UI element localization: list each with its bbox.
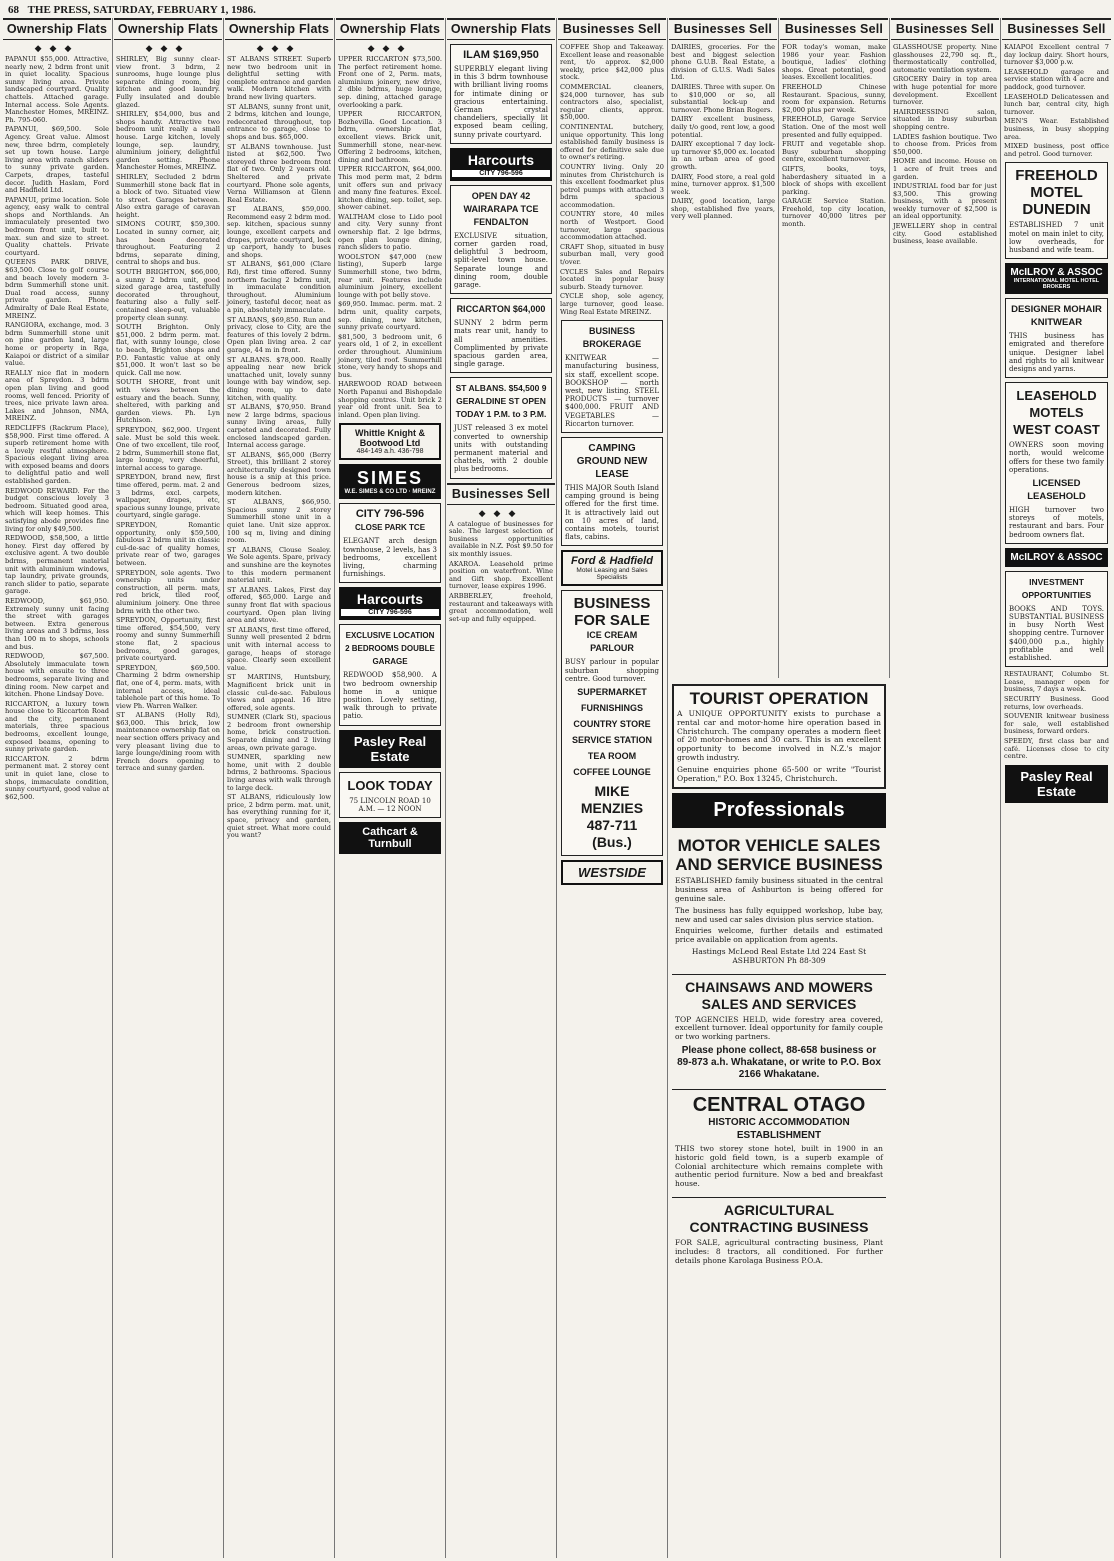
column-heading: Businesses Sell xyxy=(558,18,666,40)
ad-list xyxy=(336,56,444,419)
ad-reply: Genuine enquiries phone 65-500 or write "Tourist Operation," P.O. Box 13245, Christchurch. xyxy=(677,764,881,783)
chainsaws-ad xyxy=(672,974,886,1085)
classified-ad: DAIRIES, groceries. For the best and biggest selection phone G.U.B. Real Estate, a division of G.U.S. Wadi Sales Ltd. xyxy=(671,43,775,82)
classified-ad: RICCARTON. 2 bdrm permanent mat. 2 storey cent unit in quiet lane, close to shops, immaculate condition, sunny courtyard, good value at $62,500. xyxy=(5,754,109,801)
ad-subtitle: TEA ROOM xyxy=(587,751,637,762)
brokerage-ad xyxy=(561,320,663,433)
city-ad xyxy=(339,503,441,583)
classified-ad: SOUTH SHORE, front unit with views between the estuary and the beach. Sunny, sheltered, with parking and garden views. Ph. Lyn Hutchison. xyxy=(116,378,220,425)
ad-text: SUPERBLY elegant living in this 3 bdrm townhouse with brilliant living rooms for intimate dining or gracious entertaining. German crystal chandeliers, specially lit exposed beam ceiling, sunny private courtyard. xyxy=(454,65,548,139)
classified-ad: CYCLES Sales and Repairs located in popular busy suburb. Steady turnover. xyxy=(560,267,664,291)
pasley-logo: Pasley Real Estate xyxy=(1005,765,1108,803)
ad-title: LOOK TODAY xyxy=(347,777,433,793)
agent-address: Hastings McLeod Real Estate Ltd 224 East St ASHBURTON Ph 88-309 xyxy=(691,946,867,965)
ad-list xyxy=(1002,671,1111,761)
ad-subtitle: SERVICE STATION xyxy=(571,735,652,746)
ad-list xyxy=(447,521,555,624)
ad-title: BUSINESS FOR SALE xyxy=(573,595,651,630)
logo-text: SIMES xyxy=(356,468,423,489)
page-number: 68 xyxy=(8,4,19,16)
column-businesses-sell-2 xyxy=(669,18,777,678)
ad-text: FOR SALE, agricultural contracting business, Plant includes: 8 tractors, all conditioned. For further details phone Karolaga Business P.O.A. xyxy=(675,1237,883,1265)
classified-ad: UPPER RICCARTON $73,500. The perfect retirement home. Front one of 2, Perm. mats, aluminium joinery, new drive, 2 dble bdrms, huge lounge, sep. dining, attached garage overlooking a park. xyxy=(338,55,442,109)
classified-ad: SPREYDON, Opportunity, first time offered, $54,500, very roomy and sunny Summerhill stone flat, 2 spacious bedrooms, good garages, private courtyard. xyxy=(116,616,220,663)
column-businesses-sell-4 xyxy=(891,18,999,1558)
classified-ad: $81,500, 3 bedroom unit, 6 years old, 1 of 2, in excellent order throughout. Aluminium joinery, tiled roof. Summerhill stone, very handy to shops and bus. xyxy=(338,332,442,379)
classified-ad: CONTINENTAL butchery, unique opportunity. This long established family business is offered for definitive sale due to owner's retiring. xyxy=(560,122,664,162)
investment-ad xyxy=(1005,571,1108,667)
logo-text: Ford & Hadfield xyxy=(571,555,653,568)
ad-title: CENTRAL OTAGO xyxy=(692,1093,866,1116)
classified-ad: ST ALBANS, $70,950. Brand new 2 large bdrms, spacious sunny living areas, fully carpeted and decorated. Fully enclosed landscaped garden. Internal access garage. xyxy=(227,403,331,450)
classified-ad: LEASEHOLD Delicatessen and lunch bar, central city, high turnover. xyxy=(1004,92,1109,116)
ad-title: ST ALBANS. $54,500 9 GERALDINE ST OPEN TODAY 1 P.M. to 3 P.M. xyxy=(455,383,547,420)
column-heading: Ownership Flats xyxy=(336,18,444,40)
classified-ad: COFFEE Shop and Takeaway. Excellent lease and reasonable rent, t/o approx. $2,000 weekly, price $42,000 plus stock. xyxy=(560,43,664,82)
column-rule xyxy=(1000,18,1001,1558)
classified-ad: GLASSHOUSE property. Nine glasshouses 22,790 sq. ft., thermostatically controlled, automatic ventilation system. xyxy=(893,43,997,74)
classified-ad: CRAFT Shop, situated in busy suburban mall, very good t/over. xyxy=(560,242,664,267)
classified-ad: RESTAURANT, Columbo St. Lease, manager open for business, 7 days a week. xyxy=(1004,670,1109,694)
professionals-logo: Professionals xyxy=(672,793,886,828)
classified-ad: JEWELLERY shop in central city. Good established business, lease available. xyxy=(893,222,997,246)
ad-title: INVESTMENT OPPORTUNITIES xyxy=(1021,576,1092,600)
classified-ad: REDWOOD, $58,500, a little honey. First day offered by exclusive agent. A two double bdrms, permanent material unit with aluminium windows, tap laundry, private grounds, ranch slider to patio, separate garage. xyxy=(5,534,109,596)
classified-ad: AKAROA. Leasehold prime position on waterfront. Wine and Gift shop. Excellent turnover, lease expires 1996. xyxy=(449,559,553,591)
classified-ad: MIXED business, post office and petrol. Good turnover. xyxy=(1004,142,1109,158)
column-businesses-sell-1 xyxy=(558,18,666,1558)
ad-text: KNITWEAR — manufacturing business, six staff, excellent scope. BOOKSHOP — north west, new listing. STEEL PRODUCTS — turnover $400,000. FRUIT AND VEGETABLES — Riccarton turnover. xyxy=(565,354,659,428)
ad-text: A UNIQUE OPPORTUNITY exists to purchase a rental car and motor-home hire operation based in Christchurch. The company operates a modern fleet of 20 motor-homes and 30 cars. This is an excellent opportunity to become involved in N.Z.'s major growth industry. xyxy=(677,709,881,762)
classified-ad: WOOLSTON $47,000 (new listing), Superb large Summerhill stone, two bdrm, rear unit. Features include aluminium joinery, excellent lounge with pot belly stove. xyxy=(338,252,442,299)
ad-subtitle: ICE CREAM PARLOUR xyxy=(586,630,638,654)
classified-ad: DAIRY excellent business, daily t/o good, rent low, a good potential. xyxy=(671,115,775,139)
classified-ad: GROCERY Dairy in top area with huge potential for more development. Excellent turnover. xyxy=(893,75,997,107)
knitwear-ad xyxy=(1005,298,1108,378)
ad-list xyxy=(558,44,666,316)
column-ownership-flats-3 xyxy=(225,18,333,1558)
central-otago-ad xyxy=(672,1089,886,1193)
diamond-divider: ◆◆◆ xyxy=(256,44,302,54)
classified-ad: LEASEHOLD garage and service station with 4 acre and paddock, good turnover. xyxy=(1004,67,1109,91)
column-businesses-sell-3 xyxy=(780,18,888,678)
classified-ad: MEN'S Wear. Established business, in busy shopping area. xyxy=(1004,117,1109,141)
whittle-knight-logo xyxy=(339,423,441,460)
column-rule xyxy=(334,18,335,1558)
classified-ad: REDWOOD, $67,500. Absolutely immaculate town house with ensuite to three bedrooms, separate living and dining room. New carpet and kitchen. Phone Lindsay Dove. xyxy=(5,652,109,699)
classified-ad: SPREYDON, $62,900. Urgent sale. Must be sold this week. One of two excellent, tile roof, 2 bdrm, Summerhill stone flat, large lounge, very cheerful, internal access to garage. xyxy=(116,425,220,472)
mcilroy-logo: McILROY & ASSOC xyxy=(1005,548,1108,567)
classified-ad: ST ALBANS, ridiculously low price, 2 bdrm perm. mat. unit, has everything running for it, space, privacy and garden, quiet street. What more could you want? xyxy=(227,793,331,840)
ad-text: JUST released 3 ex motel converted to ownership units with outstanding permanent material and chattels, with 2 double plus bedrooms. xyxy=(454,424,548,474)
ad-text: BOOKS AND TOYS. SUBSTANTIAL BUSINESS in busy North West shopping centre. Turnover $400,000 p.a., highly profitable and well established. xyxy=(1009,604,1104,662)
masthead xyxy=(8,4,388,18)
ad-subtitle: COUNTRY STORE xyxy=(573,719,651,730)
classified-ad: SPEEDY, first class bar and café. Licenses close to city centre. xyxy=(1004,736,1109,761)
classified-ad: ST ALBANS STREET. Superb new two bedroom unit in delightful setting with complete entrance and garden walk. Modern kitchen with brand new living quarters. xyxy=(227,55,331,101)
ad-text: THIS two storey stone hotel, built in 1900 in an historic gold field town, is a superb example of Colonial architecture which remains complete with authentic period furniture. Now a bed and breakfast house. xyxy=(675,1143,883,1189)
logo-sub: INTERNATIONAL MOTEL HOTEL BROKERS xyxy=(1013,278,1100,291)
ad-list xyxy=(1002,44,1111,158)
ad-title: CITY 796-596 xyxy=(355,508,425,521)
westside-logo: WESTSIDE xyxy=(561,860,663,885)
classified-ad: SOUTH Brighton. Only $51,000. 2 bdrm perm. mat. flat, with sunny lounge, close to beach, Brighton shops and P.O. Fantastic value at only $51,000. It won't last so be quick. Call me now. xyxy=(116,323,220,377)
logo-sub: W.E. SIMES & CO LTD · MREINZ xyxy=(344,489,436,496)
ad-text: The business has fully equipped workshop, lube bay, new and used car sales division plus service station. xyxy=(675,905,883,924)
classified-ad: CYCLE shop, sole agency, large turnover, good lease. Wing Real Estate MREINZ. xyxy=(560,292,664,316)
ad-title: LEASEHOLD MOTELS WEST COAST xyxy=(1013,388,1100,438)
ad-list xyxy=(780,44,888,229)
classified-ad: SOUTH BRIGHTON, $66,000, a sunny 2 bdrm unit, good sized garage area, tastefully decorated throughout, featuring also a fully self-contained sleep-out, valuable property clean sunny. xyxy=(116,268,220,322)
business-for-sale-ad xyxy=(561,590,663,856)
motor-vehicle-ad xyxy=(672,832,886,969)
ad-subtitle: FURNISHINGS xyxy=(580,703,643,714)
classified-ad: SOUVENIR knitwear business for sale, well established business, forward orders. xyxy=(1004,712,1109,736)
column-ownership-flats-2 xyxy=(114,18,222,1558)
classified-ad: PAPANUI $55,000. Attractive, nearly new, 2 bdrm front unit in quiet locality. Spacious sunny living area. Private landscaped courtyard. Quality chattels. Attached garage. Internal access. Sole Agents. Manchester Homes, MREINZ. Ph. 795-060. xyxy=(5,55,109,124)
classified-ad: FOR today's woman, make 1986 your year. Fashion boutique, ladies' clothing shops. Great potential, good leases. Excellent localities. xyxy=(782,43,886,82)
classified-ad: ST ALBANS, $61,000 (Clare Rd), first time offered. Sunny northern facing 2 bdrm unit, in immaculate condition throughout. Aluminium joinery, tasteful decor, neat as a pin, absolutely immaculate. xyxy=(227,260,331,314)
ad-subtitle: CLOSE PARK TCE xyxy=(354,523,426,533)
classified-ad: DAIRY exceptional 7 day lock-up turnover $5,000 ex. located in an urban area of good growth. xyxy=(671,140,775,171)
exclusive-location-ad xyxy=(339,624,441,725)
classified-ad: REALLY nice flat in modern area of Spreydon. 3 bdrm open plan living and good rooms, well fenced. Priority of trees, nice private lawn area. Lakes and Johnson, NMA, MREINZ. xyxy=(5,368,109,423)
logo-text: Harcourts xyxy=(356,591,424,608)
column-rule xyxy=(445,18,446,1558)
classified-ad: SUMNER (Clark St), spacious 2 bedroom front ownership home, brick construction. Separate dining and 2 living areas, own private garage. xyxy=(227,713,331,752)
classified-ad: SPREYDON, $69,500. Charming 2 bdrm ownership flat, one of 4, perm. mats, with internal access, ideal tablehole part of this home. To view Ph. Warren Walker. xyxy=(116,663,220,710)
ad-title: RICCARTON $64,000 xyxy=(456,304,546,315)
classified-ad: SPREYDON, sole agents. Two ownership units under construction, all perm. mats, red brick, tiled roof, aluminium joinery. One three bdrm with the other two. xyxy=(116,568,220,615)
ad-title: CAMPING GROUND NEW LEASE xyxy=(576,443,648,481)
column-heading: Ownership Flats xyxy=(225,18,333,40)
classified-ad: SECURITY Business. Good returns, low overheads. xyxy=(1004,694,1109,711)
classified-ad: SPREYDON, brand new, first time offered, perm. mat. 2 and 3 bdrms, excl. carpets, wallpaper, drapes, etc, spacious sunny lounge, private courtyard, single garage. xyxy=(116,473,220,520)
cathcart-turnbull-logo: Cathcart & Turnbull xyxy=(339,822,441,854)
classified-ad: ST ALBANS, $66,950. Spacious sunny 2 storey Summerhill stone unit in a quiet lane. Unit size approx. 100 sq m, living and dining room. xyxy=(227,498,331,545)
classified-ad: REDCLIFFS (Rackrum Place), $58,900. First time offered. A superb retirement home with a lovely restful atmosphere. Spacious elegant living area with exposed beams and doors to delightful patio and well established garden. xyxy=(5,423,109,486)
classified-ad: PAPANUI, prime location. Sole agency, easy walk to central shops and Northlands. An immaculately presented two bedroom front unit, built to max. sun and size to street. Quality chattels. Private courtyard. xyxy=(5,195,109,257)
look-today-ad xyxy=(339,772,441,818)
logo-text: Whittle Knight & Bootwood Ltd xyxy=(355,428,425,449)
diamond-divider: ◆◆◆ xyxy=(145,44,191,54)
classified-ad: ARBBERLEY, freehold, restaurant and takeaways with great accommodation, well set-up and fully equipped. xyxy=(449,592,553,623)
section-heading-businesses-sell: Businesses Sell xyxy=(447,483,555,505)
ad-text: ELEGANT arch design townhouse, 2 levels, has 3 bedrooms, excellent living, charming furnishings. xyxy=(343,537,437,579)
classified-ad: GARAGE Service Station. Freehold, top city location, turnover 40,000 litres per month. xyxy=(782,197,886,229)
column-rule xyxy=(556,18,557,1558)
classified-ad: REDWOOD REWARD. For the budget conscious lovely 3 bedroom. Situated good area, which will keep homes. This satisfying abode provides fine living for only $49,500. xyxy=(5,486,109,533)
paper-title: THE PRESS, SATURDAY, FEBRUARY 1, 1986. xyxy=(27,4,256,16)
classified-ad: HAIRDRESSING salon, situated in busy suburban shopping centre. xyxy=(893,107,997,131)
classified-ad: INDUSTRIAL food bar for just $3,500. This growing business, with a present weekly turnover of $2,500 is an ideal opportunity. xyxy=(893,182,997,221)
column-heading: Businesses Sell xyxy=(1002,18,1111,40)
leasehold-motels-ad xyxy=(1005,382,1108,544)
st-albans-open-ad xyxy=(450,377,552,478)
column-rule xyxy=(778,18,779,678)
classified-ad: LADIES fashion boutique. Two to choose from. Prices from $50,000. xyxy=(893,132,997,156)
column-heading: Ownership Flats xyxy=(3,18,111,40)
classified-ad: FREEHOLD, Garage Service Station. One of the most well presented and fully equipped. xyxy=(782,115,886,139)
classified-ad: FREEHOLD Chinese Restaurant. Spacious, sunny, room for expansion. Returns $2,000 plus per week. xyxy=(782,82,886,114)
ad-title: AGRICULTURAL CONTRACTING BUSINESS xyxy=(689,1201,869,1235)
classified-ad: ST ALBANS, first time offered, Sunny well presented 2 bdrm unit with internal access to garage, heaps of storage space. Clearly seen excellent value. xyxy=(227,625,331,672)
ad-title: DESIGNER MOHAIR KNITWEAR xyxy=(1011,304,1102,329)
column-heading: Businesses Sell xyxy=(669,18,777,40)
ad-text: OWNERS soon moving north, would welcome offers for these two family operations. xyxy=(1009,441,1104,474)
logo-text: McILROY & ASSOC xyxy=(1010,267,1103,279)
ad-list xyxy=(891,44,999,246)
ad-list xyxy=(669,44,777,221)
ad-title: MOTOR VEHICLE SALES AND SERVICE BUSINESS xyxy=(675,836,883,875)
column-heading: Ownership Flats xyxy=(447,18,555,40)
classified-ad: SUMNER, sparkling new home, unit with 2 double bdrms, 2 bathrooms. Spacious living areas with walk through to large deck. xyxy=(227,753,331,792)
ad-list xyxy=(3,56,111,801)
open-day-ad xyxy=(450,185,552,294)
ad-title: CHAINSAWS AND MOWERS SALES AND SERVICES xyxy=(685,978,873,1012)
mcilroy-logo xyxy=(1005,263,1108,294)
agent-name: MIKE MENZIES xyxy=(580,783,644,817)
classified-ad: UPPER RICCARTON, Bozhevilla. Good Location. 3 bdrm, ownership flat, excellent views. Brick unit, Summerhill stone, near-new. Offering 2 bedrooms, kitchen, dining and bathroom. xyxy=(338,110,442,164)
ad-text: SUNNY 2 bdrm perm mats rear unit, handy to all amenities. Complimented by private spacious garden area, single garage. xyxy=(454,319,548,369)
harcourts-logo xyxy=(339,587,441,620)
column-heading: Ownership Flats xyxy=(114,18,222,40)
ad-list xyxy=(225,56,333,840)
column-ownership-flats-1 xyxy=(3,18,111,1558)
ad-text: 75 LINCOLN ROAD 10 A.M. — 12 NOON xyxy=(349,796,431,813)
logo-text: Harcourts xyxy=(467,151,535,168)
ad-text: THIS business has emigrated and therefore unique. Designer label and rights to all knitwear designs and yarns. xyxy=(1009,332,1104,373)
classified-ad: DAIRIES. Three with super. On to $10,000 or so, all substantial lock-up and turnover. Phone Brian Rogers. xyxy=(671,82,775,114)
freehold-motel-ad xyxy=(1005,162,1108,259)
column-rule xyxy=(889,18,890,678)
classified-ad: ST ALBANS. Lakes, First day offered, $65,000. Large and sunny front flat with spacious courtyard. Open plan living area and stove. xyxy=(227,585,331,625)
ad-title: OPEN DAY 42 WAIRARAPA TCE FENDALTON xyxy=(463,190,539,227)
ad-text: ESTABLISHED family business situated in the central business area of Ashburton is being offered for genuine sale. xyxy=(675,876,883,903)
classified-ad: HOME and income. House on 1 acre of fruit trees and garden. xyxy=(893,157,997,181)
ilam-ad xyxy=(450,44,552,144)
classified-ad: A catalogue of businesses for sale. The largest selection of business opportunities available in N.Z. Post $9.50 for six monthly issues. xyxy=(449,519,553,559)
classified-ad: ST ALBANS, $69,850. Run and privacy, close to City, are the features of this lovely 2 bdrm. Open plan living area. 2 car garage, 44 m in front. xyxy=(227,315,331,354)
ad-title: TOURIST OPERATION xyxy=(689,689,869,708)
column-ownership-flats-4 xyxy=(336,18,444,1558)
agricultural-ad xyxy=(672,1197,886,1269)
classified-ad: ST ALBANS, sunny front unit, 2 bdrms, kitchen and lounge, redecorated throughout, top entrance to garage, close to shops and bus. $65,000. xyxy=(227,102,331,141)
classified-ad: PAPANUI, $69,500. Sole Agency. Great value. Almost new, three bdrm, completely set up town house. Large living area with ranch sliders to sunny private garden. Carpets, drapes, tasteful decor. Judith Haslam, Ford and Hadfield Ltd. xyxy=(5,125,109,195)
classified-ad: RICCARTON, a luxury town house close to Riccarton Road and the city, permanent materials, three spacious bedrooms, excellent lounge, exposed beams, opening to sunny private garden. xyxy=(5,699,109,754)
ford-hadfield-logo xyxy=(561,550,663,586)
ad-subtitle: HISTORIC ACCOMMODATION ESTABLISHMENT xyxy=(708,1116,850,1141)
classified-ad: ST ALBANS, $59,000. Recommend easy 2 bdrm mod. sep. kitchen, spacious sunny lounge, excellent carpets and drapes, private courtyard, lock up carport, handy to buses and shops. xyxy=(227,205,331,259)
ad-subtitle: COFFEE LOUNGE xyxy=(573,767,651,778)
ad-title: ILAM $169,950 xyxy=(463,49,539,61)
classified-ad: GIFTS, books, toys, haberdashery situated in a block of shops with excellent parking. xyxy=(782,164,886,196)
classified-ad: QUEENS PARK DRIVE, $63,500. Close to golf course and beach lovely modern 3-bdrm Summerhill stone unit. Dual road access, sunny private garden. Phone Admiralty of Dale Real Estate, MREINZ. xyxy=(5,258,109,320)
diamond-divider: ◆◆◆ xyxy=(34,44,80,54)
classified-ad: HAREWOOD ROAD between North Papanui and Bishopdale shopping centres. Unit brick 2 year old front unit. Sea to inland. Open plan living. xyxy=(338,380,442,419)
classified-ad: COUNTRY living. Only 20 minutes from Christchurch is this excellent foodmarket plus petrol pumps with attached 3 bdrm spacious accommodation. xyxy=(560,162,664,209)
classified-ad: WALTHAM close to Lido pool and city. Very sunny front ownership flat. 2 lge bdrms, open plan lounge dining, ranch sliders to patio. xyxy=(338,212,442,252)
classified-ad: $69,950. Immac. perm. mat. 2 bdrm unit, quality carpets, sep. dining, new kitchen, sunny private courtyard. xyxy=(338,300,442,332)
ad-subtitle: LICENSED LEASEHOLD xyxy=(1027,477,1086,502)
classified-ad: SHIRLEY, Secluded 2 bdrm Summerhill stone back flat in a block of two. Situated view to street. Garages between. Also extra garage of caravan height. xyxy=(116,172,220,219)
classified-ad: DAIRY, Food store, a real gold mine, turnover approx. $1,500 week. xyxy=(671,172,775,196)
classified-ad: DAIRY, good location, large shop, established five years, very well planned. xyxy=(671,197,775,221)
riccarton-ad xyxy=(450,298,552,373)
ad-subtitle: SUPERMARKET xyxy=(577,687,647,698)
ad-title: FREEHOLD MOTEL DUNEDIN xyxy=(1015,167,1098,219)
ad-text: Enquiries welcome, further details and estimated price available on application from agents. xyxy=(675,926,883,945)
ad-list xyxy=(114,56,222,773)
classified-ad: ST ALBANS, Clouse Sealey. We Sole agents. Spare, privacy and sunshine are the keynotes to this modern permanent material unit. xyxy=(227,545,331,585)
classified-ad: ST ALBANS. $78,000. Really appealing near new brick unattached unit, lovely sunny lounge with bay window, sep. dining room, up to date kitchen, with quality. xyxy=(227,355,331,402)
classified-ad: REDWOOD, $61,950. Extremely sunny unit facing the street with garages between. Extra generous living areas and 3 bdrms, less than 100 m to shops, schools and bus. xyxy=(5,596,109,651)
ad-phone: Please phone collect, 88-658 business or 89-873 a.h. Whakatane, or write to P.O. Box 2166 Whakatane. xyxy=(677,1044,881,1080)
classified-ad: FRUIT and vegetable shop. Busy suburban shopping centre, excellent turnover. xyxy=(782,140,886,164)
classified-ad: COMMERCIAL cleaners, $24,000 turnover, has sub contractors also, specialist, regular clients, approx. $50,000. xyxy=(560,82,664,122)
ad-text: THIS MAJOR South Island camping ground is being offered for the first time. It is attractively laid out on 10 acres of land, contains motels, tourist flats, cabins. xyxy=(565,484,659,542)
classified-ad: UPPER RICCARTON, $64,000. This mod perm mat, 2 bdrm unit offers sun and privacy and many fine features. Excel. kitchen dining, sep. toilet, sep. shower cabinet. xyxy=(338,165,442,212)
ad-text: BUSY parlour in popular suburban shopping centre. Good turnover. xyxy=(565,658,659,683)
classified-ad: ST ALBANS, $65,000 (Berry Street), this brilliant 2 storey architecturally designed town house is a snip at this price. Generous bedroom sizes, modern kitchen. xyxy=(227,450,331,497)
ad-text: REDWOOD $58,900. A two bedroom ownership home in a unique position. Lovely setting, walk through to private patio. xyxy=(343,671,437,721)
tourist-operation-ad xyxy=(672,684,886,789)
harcourts-logo xyxy=(450,148,552,181)
logo-phone: 484-149 a.h. 436-798 xyxy=(356,448,424,456)
ad-text: HIGH turnover two storeys of motels, restaurant and bars. Four bedroom owners flat. xyxy=(1009,505,1104,539)
wide-display-ads xyxy=(669,680,889,1556)
pasley-logo: Pasley Real Estate xyxy=(339,730,441,768)
ad-title: EXCLUSIVE LOCATION 2 BEDROOMS DOUBLE GARAGE xyxy=(345,631,435,667)
ad-title: BUSINESS BROKERAGE xyxy=(582,326,642,350)
simes-logo xyxy=(339,464,441,499)
classified-ad: SHIRLEY, $54,000, bus and shops handy. Attractive two bedroom unit really a small house. Large kitchen, lovely lounge, sep. laundry, aluminium joinery, delightful garden setting. Phone Manchester Homes, MREINZ. xyxy=(116,110,220,172)
classified-ad: ST MARTINS, Huntsbury, Magnificent brick unit in classic cul-de-sac. Fabulous views and appeal. 16 litre offered, sole agents. xyxy=(227,673,331,712)
classified-ad: RANGIORA, exchange, mod. 3 bdrm Summerhill stone unit on pine garden land, large home or property in Rga, Kaiapoi or district of a similar value. xyxy=(5,321,109,368)
classified-ad: KAIAPOI Excellent central 7 day lockup dairy. Short hours, turnover $3,000 p.w. xyxy=(1004,43,1109,67)
column-rule xyxy=(667,18,668,1558)
column-ownership-flats-5 xyxy=(447,18,555,1558)
column-heading: Businesses Sell xyxy=(780,18,888,40)
logo-sub: Motel Leasing and Sales Specialists xyxy=(576,567,648,582)
column-businesses-sell-5 xyxy=(1002,18,1111,1558)
ad-text: TOP AGENCIES HELD, wide forestry area covered, excellent turnover. Ideal opportunity for family couple or two working partners. xyxy=(675,1014,883,1042)
classified-ad: ST ALBANS (Holly Rd), $63,000. This brick, low maintenance ownership flat on near section offers privacy and very pleasant living due to large lounge/dining room with French doors opening to terrace and sunny garden. xyxy=(116,711,220,773)
camping-ground-ad xyxy=(561,437,663,546)
classified-ad: COUNTRY store, 40 miles north of Westport. Good turnover, large spacious accommodation attached. xyxy=(560,210,664,242)
classified-ad: SIMONS COURT, $59,300. Located in sunny corner, air, has been decorated throughout. Featuring 2 bdrms, separate dining, central to shops and bus. xyxy=(116,220,220,267)
diamond-divider: ◆◆◆ xyxy=(478,508,524,519)
agent-phone: 487-711 (Bus.) xyxy=(586,817,638,851)
classified-ad: SHIRLEY, Big sunny clear-view front. 3 bdrm, 2 sunrooms, huge lounge plus separate dining room, big kitchen and good laundry. Fully insulated and double glazed. xyxy=(116,55,220,109)
logo-phone: CITY 796-596 xyxy=(341,609,439,616)
column-rule xyxy=(112,18,113,1558)
classified-ad: ST ALBANS townhouse. Just listed at $62,500. Two storeyed three bedroom front flat of two. Only 2 years old. Sheltered and private courtyard. Phone sole agents, Verna Williamson at Glenn Real Estate. xyxy=(227,142,331,204)
column-rule xyxy=(223,18,224,1558)
logo-phone: CITY 796-596 xyxy=(452,170,550,177)
classified-ad: SPREYDON, Romantic opportunity, only $59,500, fabulous 2 bdrm unit in classic cul-de-sac of quality homes, private rear of two, garages between. xyxy=(116,521,220,567)
ad-text: EXCLUSIVE situation, corner garden road, delightful 3 bedroom, split-level town house. Separate lounge and dining room, double garage. xyxy=(454,231,548,290)
diamond-divider: ◆◆◆ xyxy=(367,44,413,54)
column-heading: Businesses Sell xyxy=(891,18,999,40)
ad-text: ESTABLISHED 7 unit motel on main inlet to city, low overheads, for husband and wife team. xyxy=(1009,221,1104,254)
